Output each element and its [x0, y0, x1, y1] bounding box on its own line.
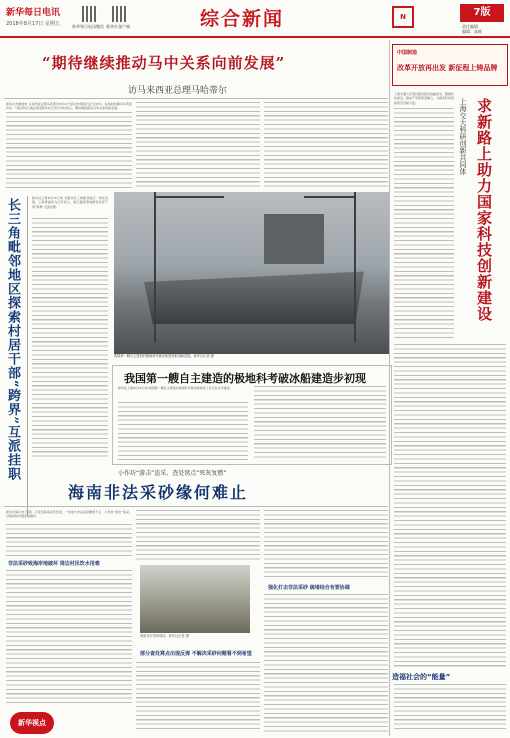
text-column — [136, 510, 260, 562]
right-feature-body: 上海交通大学坚持服务国家战略需求，聚焦科技前沿，推动产学研深度融合，为国家科技创新建设贡献力量。 — [394, 92, 454, 105]
text-column — [394, 344, 506, 668]
crane-arm-shape — [154, 196, 224, 198]
text-column — [6, 524, 132, 558]
text-column — [6, 112, 132, 188]
main-headline: “期待继续推动马中关系向前发展” — [42, 54, 286, 72]
text-column — [264, 510, 388, 580]
crane-arm-shape — [304, 196, 354, 198]
crane-shape — [154, 192, 156, 342]
divider — [4, 506, 388, 507]
xinhua-viewpoint-logo: 新华视点 — [10, 712, 54, 734]
ship-story-headline: 我国第一艘自主建造的极地科考破冰船建造步初现 — [124, 372, 366, 385]
main-article-body: 新华社吉隆坡电 马来西亚总理马哈蒂尔8月17日将对中国进行正式访问。这是他时隔多年再度访华。马哈蒂尔日前在接受新华社记者专访时表示，期待继续推动马中关系向前发展。 — [6, 102, 132, 111]
text-column — [136, 102, 260, 190]
qr-label: 新华社客户端 — [106, 24, 130, 29]
qr-code-icon — [82, 6, 98, 22]
section-logo-icon: N — [392, 6, 414, 28]
text-column — [6, 570, 132, 706]
page-number: 7版 — [460, 4, 504, 22]
text-column — [136, 662, 260, 732]
promo-banner — [392, 44, 508, 86]
promo-text: 改革开放再出发 新征程上铸品牌 — [397, 64, 498, 72]
sand-subhead: 强化打击非法采砂 疏堵结合有要协调 — [268, 585, 350, 591]
divider — [27, 196, 28, 516]
section-title: 综合新闻 — [200, 8, 285, 30]
qr-label: 新华每日电讯微信 — [72, 24, 104, 29]
qr-code-icon — [112, 6, 128, 22]
sand-photo-caption: 海南非法采砂现场。新华社记者 摄 — [140, 634, 189, 638]
sand-story-headline: 海南非法采砂缘何难止 — [68, 483, 249, 502]
right-feature-headline: 求新路上助力国家科技创新建设 — [475, 98, 493, 322]
text-column — [118, 402, 248, 460]
ship-story-body: 新华社上海8月16日电 我国第一艘自主建造的极地科考破冰船建造工作正在有序推进。 — [118, 386, 233, 390]
editor-meta — [462, 24, 482, 34]
paper-date: 2018年8月17日 星期五 — [6, 21, 60, 27]
icebreaker-ship-photo — [114, 192, 390, 354]
ship-photo-caption: 我国第一艘自主建造的极地科考破冰船建造取得新进展。新华社记者 摄 — [114, 354, 214, 358]
text-column — [264, 102, 388, 190]
right-feature-subheadline: 上海交大科研创新共同体 — [459, 98, 467, 175]
text-column — [32, 218, 108, 458]
left-feature-headline: 长三角毗邻地区探索村居干部“跨界”互派挂职 — [5, 198, 20, 481]
left-feature-body: 新华社上海8月16日电 为推动长三角毗邻地区一体化发展，上海青浦区与江苏昆山、浙江嘉善等地探索村居干部“跨界”互派挂职。 — [32, 196, 108, 209]
editor-line: 责任编辑 — [462, 24, 478, 29]
divider — [389, 40, 390, 736]
masthead — [0, 0, 510, 38]
right-bottom-headline: 造福社会的“能量” — [392, 673, 451, 681]
text-column — [264, 594, 388, 732]
sand-story-kicker: 小作坊“游击”盗采、查处窝点“死灰复燃” — [118, 470, 227, 477]
text-column — [254, 386, 386, 460]
ship-tower-shape — [264, 214, 324, 264]
sand-subhead: 非法采砂致海岸地破坏 周边村民饮水用难 — [8, 561, 100, 567]
text-column — [394, 108, 454, 338]
promo-logo: 中国制造 — [397, 50, 418, 56]
sand-subhead: 部分查处窝点出现反弹 不解决采砂问题看不到希望 — [140, 651, 252, 657]
paper-name: 新华每日电讯 — [6, 8, 61, 18]
sand-story-body: 新华社海口电 近期，记者在海南采访发现，一些地方非法采砂屡禁不止，小作坊“游击”盗采，对海岸和河道造成破坏。 — [6, 510, 132, 519]
main-subheadline: 访马来西亚总理马哈蒂尔 — [128, 86, 228, 96]
sand-mining-photo — [140, 565, 250, 633]
editor-line: 编辑：高辉 — [462, 29, 482, 34]
ship-hull-shape — [144, 254, 364, 324]
divider — [4, 98, 388, 99]
text-column — [394, 684, 506, 732]
crane-shape — [354, 192, 356, 342]
